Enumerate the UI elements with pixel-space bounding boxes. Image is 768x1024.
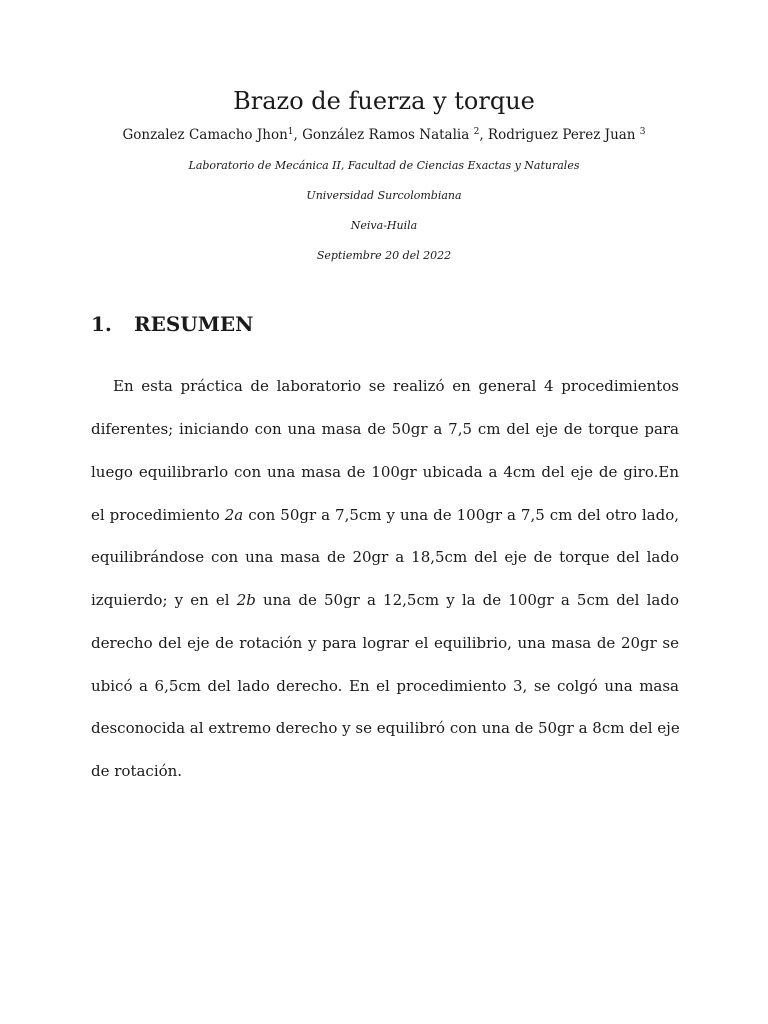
abstract-line: derecho del eje de rotación y para lograr el equilibrio, una masa de 20gr se [91,634,679,652]
author-name: Gonzalez Camacho Jhon [122,127,288,143]
abstract-text: una de 50gr a 12,5cm y la de 100gr a 5cm del lado [255,591,679,609]
abstract-line: luego equilibrarlo con una masa de 100gr ubicada a 4cm del eje de giro.En [91,463,679,481]
abstract-line [91,505,679,525]
abstract-line: desconocida al extremo derecho y se equilibró con una de 50gr a 8cm del eje [91,719,680,737]
author-list [0,125,768,145]
abstract-line: de rotación. [91,762,183,780]
procedure-label: 2b [236,591,256,609]
author-affiliation-mark: 2 [473,127,480,137]
abstract-line [91,590,679,610]
section-number: 1. [91,312,112,336]
abstract-line: En esta práctica de laboratorio se realizó en general 4 procedimientos [113,377,679,395]
abstract-text: con 50gr a 7,5cm y una de 100gr a 7,5 cm del otro lado, [243,506,679,524]
abstract-line: diferentes; iniciando con una masa de 50gr a 7,5 cm del eje de torque para [91,420,679,438]
abstract-line: ubicó a 6,5cm del lado derecho. En el procedimiento 3, se colgó una masa [91,677,679,695]
abstract-line: equilibrándose con una masa de 20gr a 18,5cm del eje de torque del lado [91,548,679,566]
paper-title: Brazo de fuerza y torque [233,87,535,115]
author-affiliation-mark: 3 [639,127,646,137]
affiliation-university: Universidad Surcolombiana [306,189,462,202]
section-heading [91,310,253,338]
affiliation-city: Neiva-Huila [350,219,418,232]
author-separator: , [479,127,488,143]
abstract-text: izquierdo; y en el [91,591,237,609]
author-separator: , [293,127,303,143]
procedure-label: 2a [224,506,244,524]
affiliation-lab: Laboratorio de Mecánica II, Facultad de Ciencias Exactas y Naturales [188,159,580,172]
abstract-text: el procedimiento [91,506,225,524]
author-name: González Ramos Natalia [302,127,474,143]
author-name: Rodriguez Perez Juan [487,127,640,143]
author-affiliation-mark: 1 [287,127,294,137]
affiliation-date: Septiembre 20 del 2022 [316,249,452,262]
section-title: RESUMEN [134,312,254,336]
